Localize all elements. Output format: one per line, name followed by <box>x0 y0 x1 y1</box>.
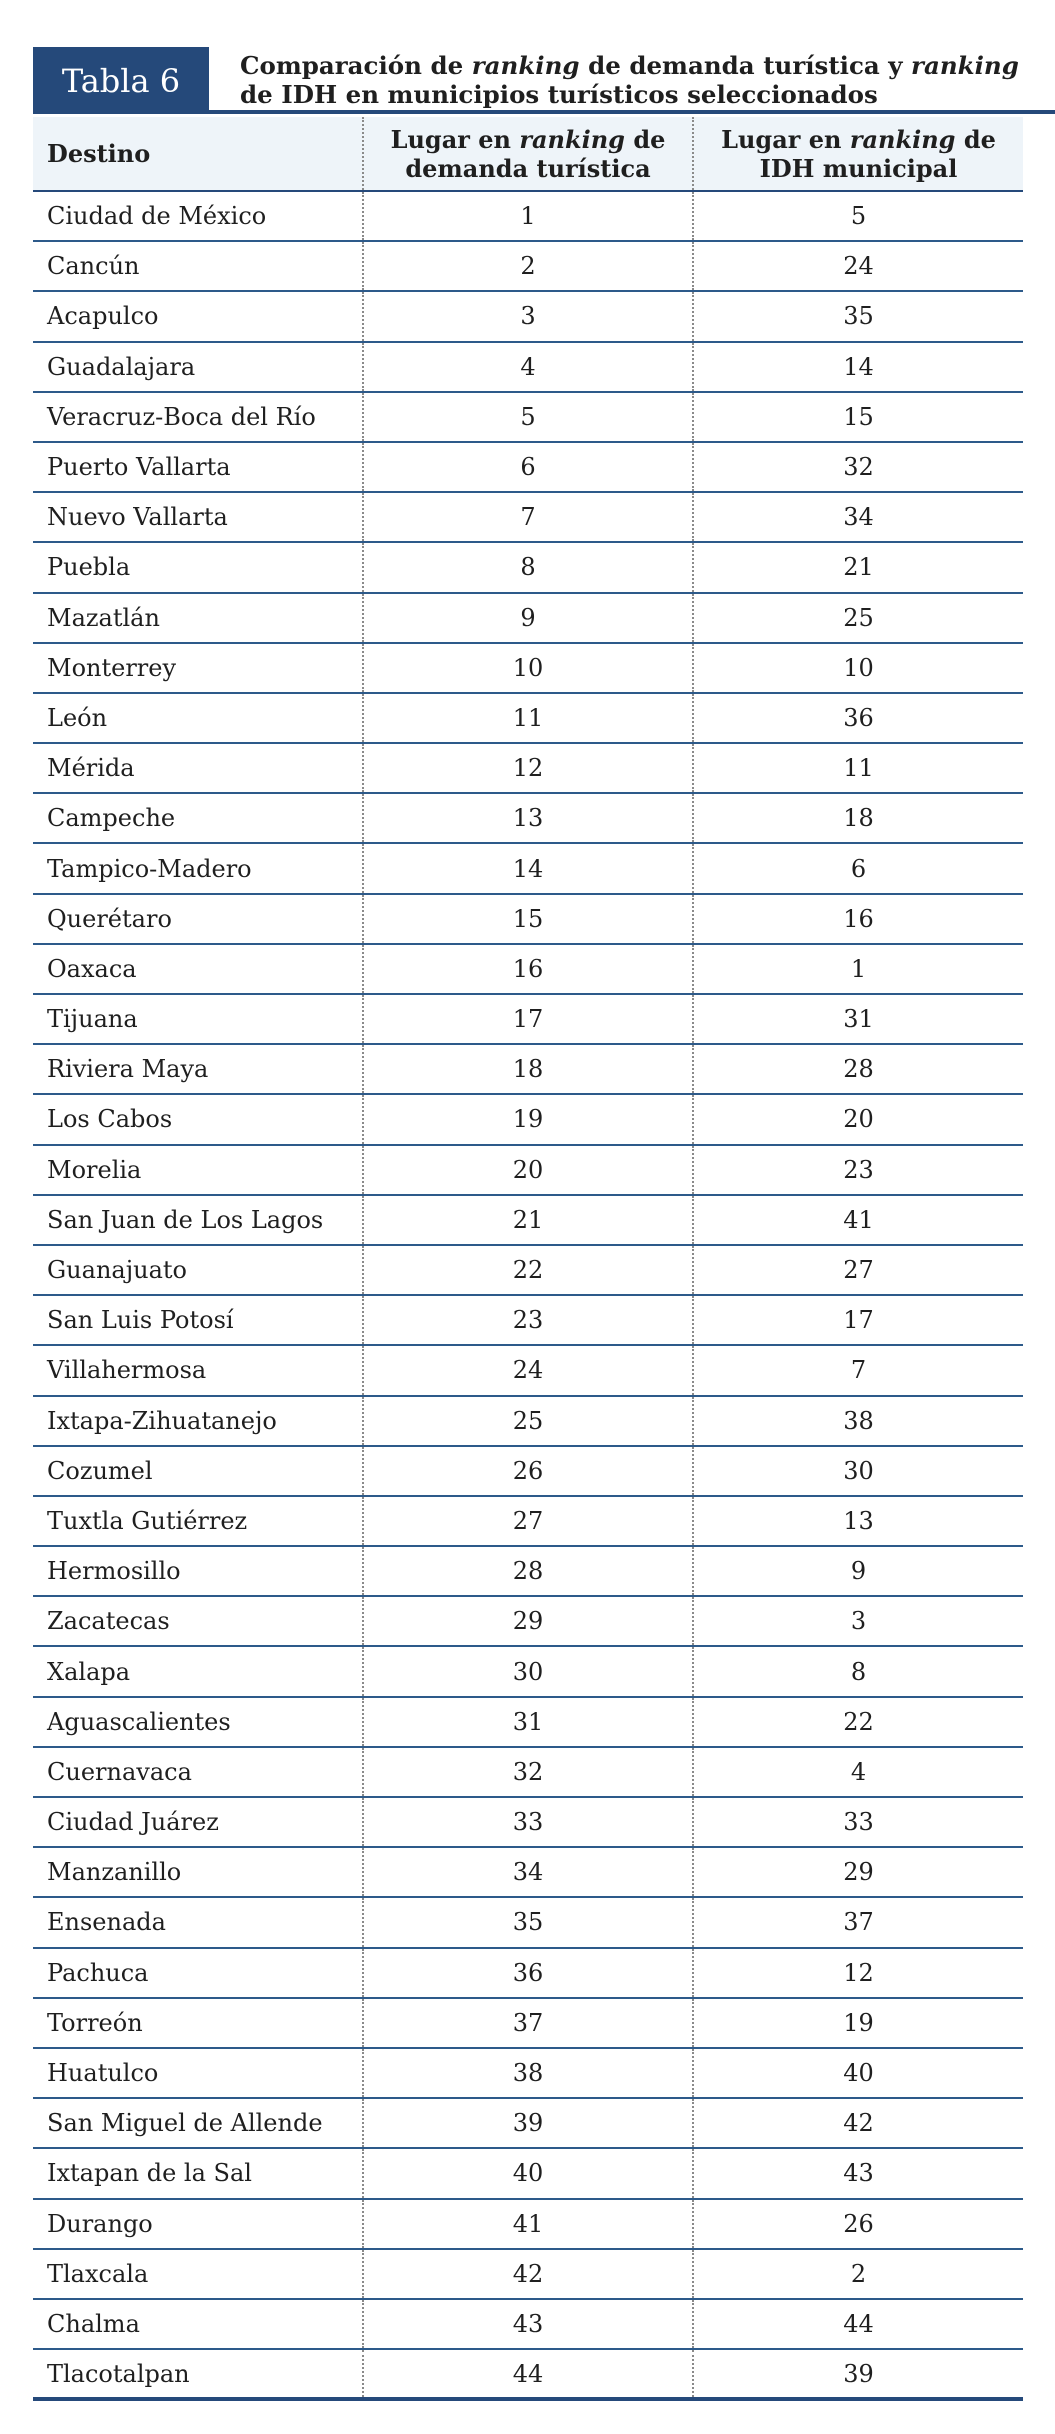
table-row <box>33 1094 1023 1144</box>
table-header <box>33 47 1023 117</box>
table-row <box>33 2299 1023 2349</box>
cell-idh: 44 <box>693 2299 1023 2349</box>
cell-destino: San Miguel de Allende <box>33 2098 363 2148</box>
cell-destino: Manzanillo <box>33 1847 363 1897</box>
cell-destino: Mazatlán <box>33 593 363 643</box>
table-row <box>33 1797 1023 1847</box>
table-row <box>33 291 1023 341</box>
cell-idh: 33 <box>693 1797 1023 1847</box>
cell-demanda: 5 <box>363 392 693 442</box>
cell-destino: Chalma <box>33 2299 363 2349</box>
table-row <box>33 392 1023 442</box>
cell-demanda: 39 <box>363 2098 693 2148</box>
cell-demanda: 9 <box>363 593 693 643</box>
cell-destino: San Luis Potosí <box>33 1295 363 1345</box>
cell-idh: 3 <box>693 1596 1023 1646</box>
cell-idh: 10 <box>693 643 1023 693</box>
cell-destino: Xalapa <box>33 1646 363 1696</box>
column-header-destino: Destino <box>33 117 363 191</box>
cell-destino: Puerto Vallarta <box>33 442 363 492</box>
cell-idh: 24 <box>693 241 1023 291</box>
table-row <box>33 342 1023 392</box>
table-row <box>33 2349 1023 2399</box>
cell-demanda: 30 <box>363 1646 693 1696</box>
cell-idh: 14 <box>693 342 1023 392</box>
cell-demanda: 3 <box>363 291 693 341</box>
cell-idh: 17 <box>693 1295 1023 1345</box>
cell-demanda: 35 <box>363 1897 693 1947</box>
table-row <box>33 1596 1023 1646</box>
table-row <box>33 1446 1023 1496</box>
cell-demanda: 7 <box>363 492 693 542</box>
table-row <box>33 1295 1023 1345</box>
cell-destino: Veracruz-Boca del Río <box>33 392 363 442</box>
table-row <box>33 241 1023 291</box>
cell-idh: 6 <box>693 843 1023 893</box>
column-header-demanda: Lugar en ranking de demanda turística <box>363 117 693 191</box>
cell-destino: Monterrey <box>33 643 363 693</box>
cell-demanda: 20 <box>363 1145 693 1195</box>
table-row <box>33 1245 1023 1295</box>
table-row <box>33 1044 1023 1094</box>
cell-idh: 26 <box>693 2199 1023 2249</box>
table-row <box>33 944 1023 994</box>
table-row <box>33 593 1023 643</box>
cell-idh: 40 <box>693 2048 1023 2098</box>
cell-demanda: 38 <box>363 2048 693 2098</box>
cell-destino: Ixtapan de la Sal <box>33 2148 363 2198</box>
cell-demanda: 11 <box>363 693 693 743</box>
cell-destino: Nuevo Vallarta <box>33 492 363 542</box>
cell-destino: Pachuca <box>33 1948 363 1998</box>
table-row <box>33 2048 1023 2098</box>
cell-idh: 5 <box>693 191 1023 241</box>
cell-destino: Tuxtla Gutiérrez <box>33 1496 363 1546</box>
table-row <box>33 2148 1023 2198</box>
cell-idh: 39 <box>693 2349 1023 2399</box>
cell-demanda: 25 <box>363 1396 693 1446</box>
cell-demanda: 13 <box>363 793 693 843</box>
cell-idh: 41 <box>693 1195 1023 1245</box>
table-label: Tabla 6 <box>33 47 209 114</box>
table-row <box>33 1897 1023 1947</box>
cell-demanda: 24 <box>363 1345 693 1395</box>
table-row <box>33 843 1023 893</box>
cell-idh: 15 <box>693 392 1023 442</box>
table-row <box>33 793 1023 843</box>
cell-demanda: 15 <box>363 894 693 944</box>
cell-idh: 31 <box>693 994 1023 1044</box>
cell-destino: Morelia <box>33 1145 363 1195</box>
column-header-idh: Lugar en ranking de IDH municipal <box>693 117 1023 191</box>
cell-demanda: 32 <box>363 1747 693 1797</box>
table-row <box>33 1948 1023 1998</box>
cell-idh: 28 <box>693 1044 1023 1094</box>
cell-idh: 9 <box>693 1546 1023 1596</box>
cell-demanda: 18 <box>363 1044 693 1094</box>
table-row <box>33 1145 1023 1195</box>
cell-idh: 7 <box>693 1345 1023 1395</box>
cell-demanda: 10 <box>363 643 693 693</box>
cell-idh: 13 <box>693 1496 1023 1546</box>
cell-demanda: 29 <box>363 1596 693 1646</box>
cell-demanda: 16 <box>363 944 693 994</box>
cell-idh: 37 <box>693 1897 1023 1947</box>
table-row <box>33 1396 1023 1446</box>
table-title: Comparación de ranking de demanda turística y ranking de IDH en municipios turísticos seleccionados <box>240 51 1019 109</box>
cell-destino: Campeche <box>33 793 363 843</box>
cell-idh: 11 <box>693 743 1023 793</box>
cell-demanda: 14 <box>363 843 693 893</box>
cell-idh: 2 <box>693 2249 1023 2299</box>
cell-idh: 38 <box>693 1396 1023 1446</box>
cell-destino: Villahermosa <box>33 1345 363 1395</box>
cell-destino: Cancún <box>33 241 363 291</box>
cell-destino: Aguascalientes <box>33 1697 363 1747</box>
cell-idh: 35 <box>693 291 1023 341</box>
table-row <box>33 2249 1023 2299</box>
table-row <box>33 643 1023 693</box>
table-row <box>33 1646 1023 1696</box>
cell-demanda: 6 <box>363 442 693 492</box>
cell-idh: 43 <box>693 2148 1023 2198</box>
cell-demanda: 43 <box>363 2299 693 2349</box>
cell-idh: 1 <box>693 944 1023 994</box>
table-row <box>33 1195 1023 1245</box>
cell-destino: León <box>33 693 363 743</box>
cell-destino: Ciudad de México <box>33 191 363 241</box>
cell-destino: Guadalajara <box>33 342 363 392</box>
cell-destino: Ensenada <box>33 1897 363 1947</box>
cell-destino: Acapulco <box>33 291 363 341</box>
cell-demanda: 28 <box>363 1546 693 1596</box>
cell-demanda: 1 <box>363 191 693 241</box>
table-row <box>33 492 1023 542</box>
table-row <box>33 1697 1023 1747</box>
table-row <box>33 1747 1023 1797</box>
cell-demanda: 37 <box>363 1998 693 2048</box>
cell-idh: 20 <box>693 1094 1023 1144</box>
cell-destino: Cozumel <box>33 1446 363 1496</box>
table-body <box>33 191 1023 2399</box>
cell-demanda: 8 <box>363 542 693 592</box>
cell-destino: Zacatecas <box>33 1596 363 1646</box>
table-row <box>33 1847 1023 1897</box>
table-row <box>33 542 1023 592</box>
cell-destino: San Juan de Los Lagos <box>33 1195 363 1245</box>
table-row <box>33 1998 1023 2048</box>
table-row <box>33 1345 1023 1395</box>
cell-destino: Cuernavaca <box>33 1747 363 1797</box>
cell-idh: 29 <box>693 1847 1023 1897</box>
cell-demanda: 26 <box>363 1446 693 1496</box>
cell-destino: Los Cabos <box>33 1094 363 1144</box>
cell-demanda: 19 <box>363 1094 693 1144</box>
cell-idh: 42 <box>693 2098 1023 2148</box>
cell-destino: Riviera Maya <box>33 1044 363 1094</box>
cell-idh: 8 <box>693 1646 1023 1696</box>
cell-demanda: 41 <box>363 2199 693 2249</box>
cell-destino: Tlaxcala <box>33 2249 363 2299</box>
cell-destino: Querétaro <box>33 894 363 944</box>
cell-idh: 36 <box>693 693 1023 743</box>
cell-idh: 34 <box>693 492 1023 542</box>
cell-destino: Tlacotalpan <box>33 2349 363 2399</box>
cell-idh: 19 <box>693 1998 1023 2048</box>
cell-demanda: 17 <box>363 994 693 1044</box>
cell-idh: 23 <box>693 1145 1023 1195</box>
cell-idh: 27 <box>693 1245 1023 1295</box>
cell-demanda: 4 <box>363 342 693 392</box>
cell-idh: 18 <box>693 793 1023 843</box>
cell-demanda: 23 <box>363 1295 693 1345</box>
table-row <box>33 693 1023 743</box>
cell-demanda: 12 <box>363 743 693 793</box>
cell-destino: Ixtapa-Zihuatanejo <box>33 1396 363 1446</box>
cell-destino: Hermosillo <box>33 1546 363 1596</box>
table-row <box>33 442 1023 492</box>
cell-demanda: 42 <box>363 2249 693 2299</box>
cell-destino: Guanajuato <box>33 1245 363 1295</box>
cell-demanda: 27 <box>363 1496 693 1546</box>
cell-idh: 16 <box>693 894 1023 944</box>
cell-idh: 25 <box>693 593 1023 643</box>
cell-demanda: 40 <box>363 2148 693 2198</box>
cell-idh: 32 <box>693 442 1023 492</box>
cell-demanda: 22 <box>363 1245 693 1295</box>
table-row <box>33 994 1023 1044</box>
table-row <box>33 2098 1023 2148</box>
cell-idh: 4 <box>693 1747 1023 1797</box>
table-row <box>33 1546 1023 1596</box>
cell-demanda: 44 <box>363 2349 693 2399</box>
cell-demanda: 21 <box>363 1195 693 1245</box>
cell-destino: Puebla <box>33 542 363 592</box>
cell-demanda: 34 <box>363 1847 693 1897</box>
table-row <box>33 743 1023 793</box>
cell-destino: Tijuana <box>33 994 363 1044</box>
cell-destino: Torreón <box>33 1998 363 2048</box>
cell-demanda: 31 <box>363 1697 693 1747</box>
cell-demanda: 36 <box>363 1948 693 1998</box>
header-row <box>33 117 1023 191</box>
table-row <box>33 2199 1023 2249</box>
cell-destino: Ciudad Juárez <box>33 1797 363 1847</box>
table-row <box>33 894 1023 944</box>
cell-destino: Oaxaca <box>33 944 363 994</box>
cell-demanda: 2 <box>363 241 693 291</box>
cell-destino: Huatulco <box>33 2048 363 2098</box>
table-row <box>33 191 1023 241</box>
cell-destino: Mérida <box>33 743 363 793</box>
cell-idh: 30 <box>693 1446 1023 1496</box>
cell-idh: 22 <box>693 1697 1023 1747</box>
title-rule <box>209 110 1055 114</box>
cell-idh: 21 <box>693 542 1023 592</box>
table-row <box>33 1496 1023 1546</box>
cell-destino: Durango <box>33 2199 363 2249</box>
cell-demanda: 33 <box>363 1797 693 1847</box>
cell-idh: 12 <box>693 1948 1023 1998</box>
ranking-table <box>33 117 1023 2401</box>
cell-destino: Tampico-Madero <box>33 843 363 893</box>
